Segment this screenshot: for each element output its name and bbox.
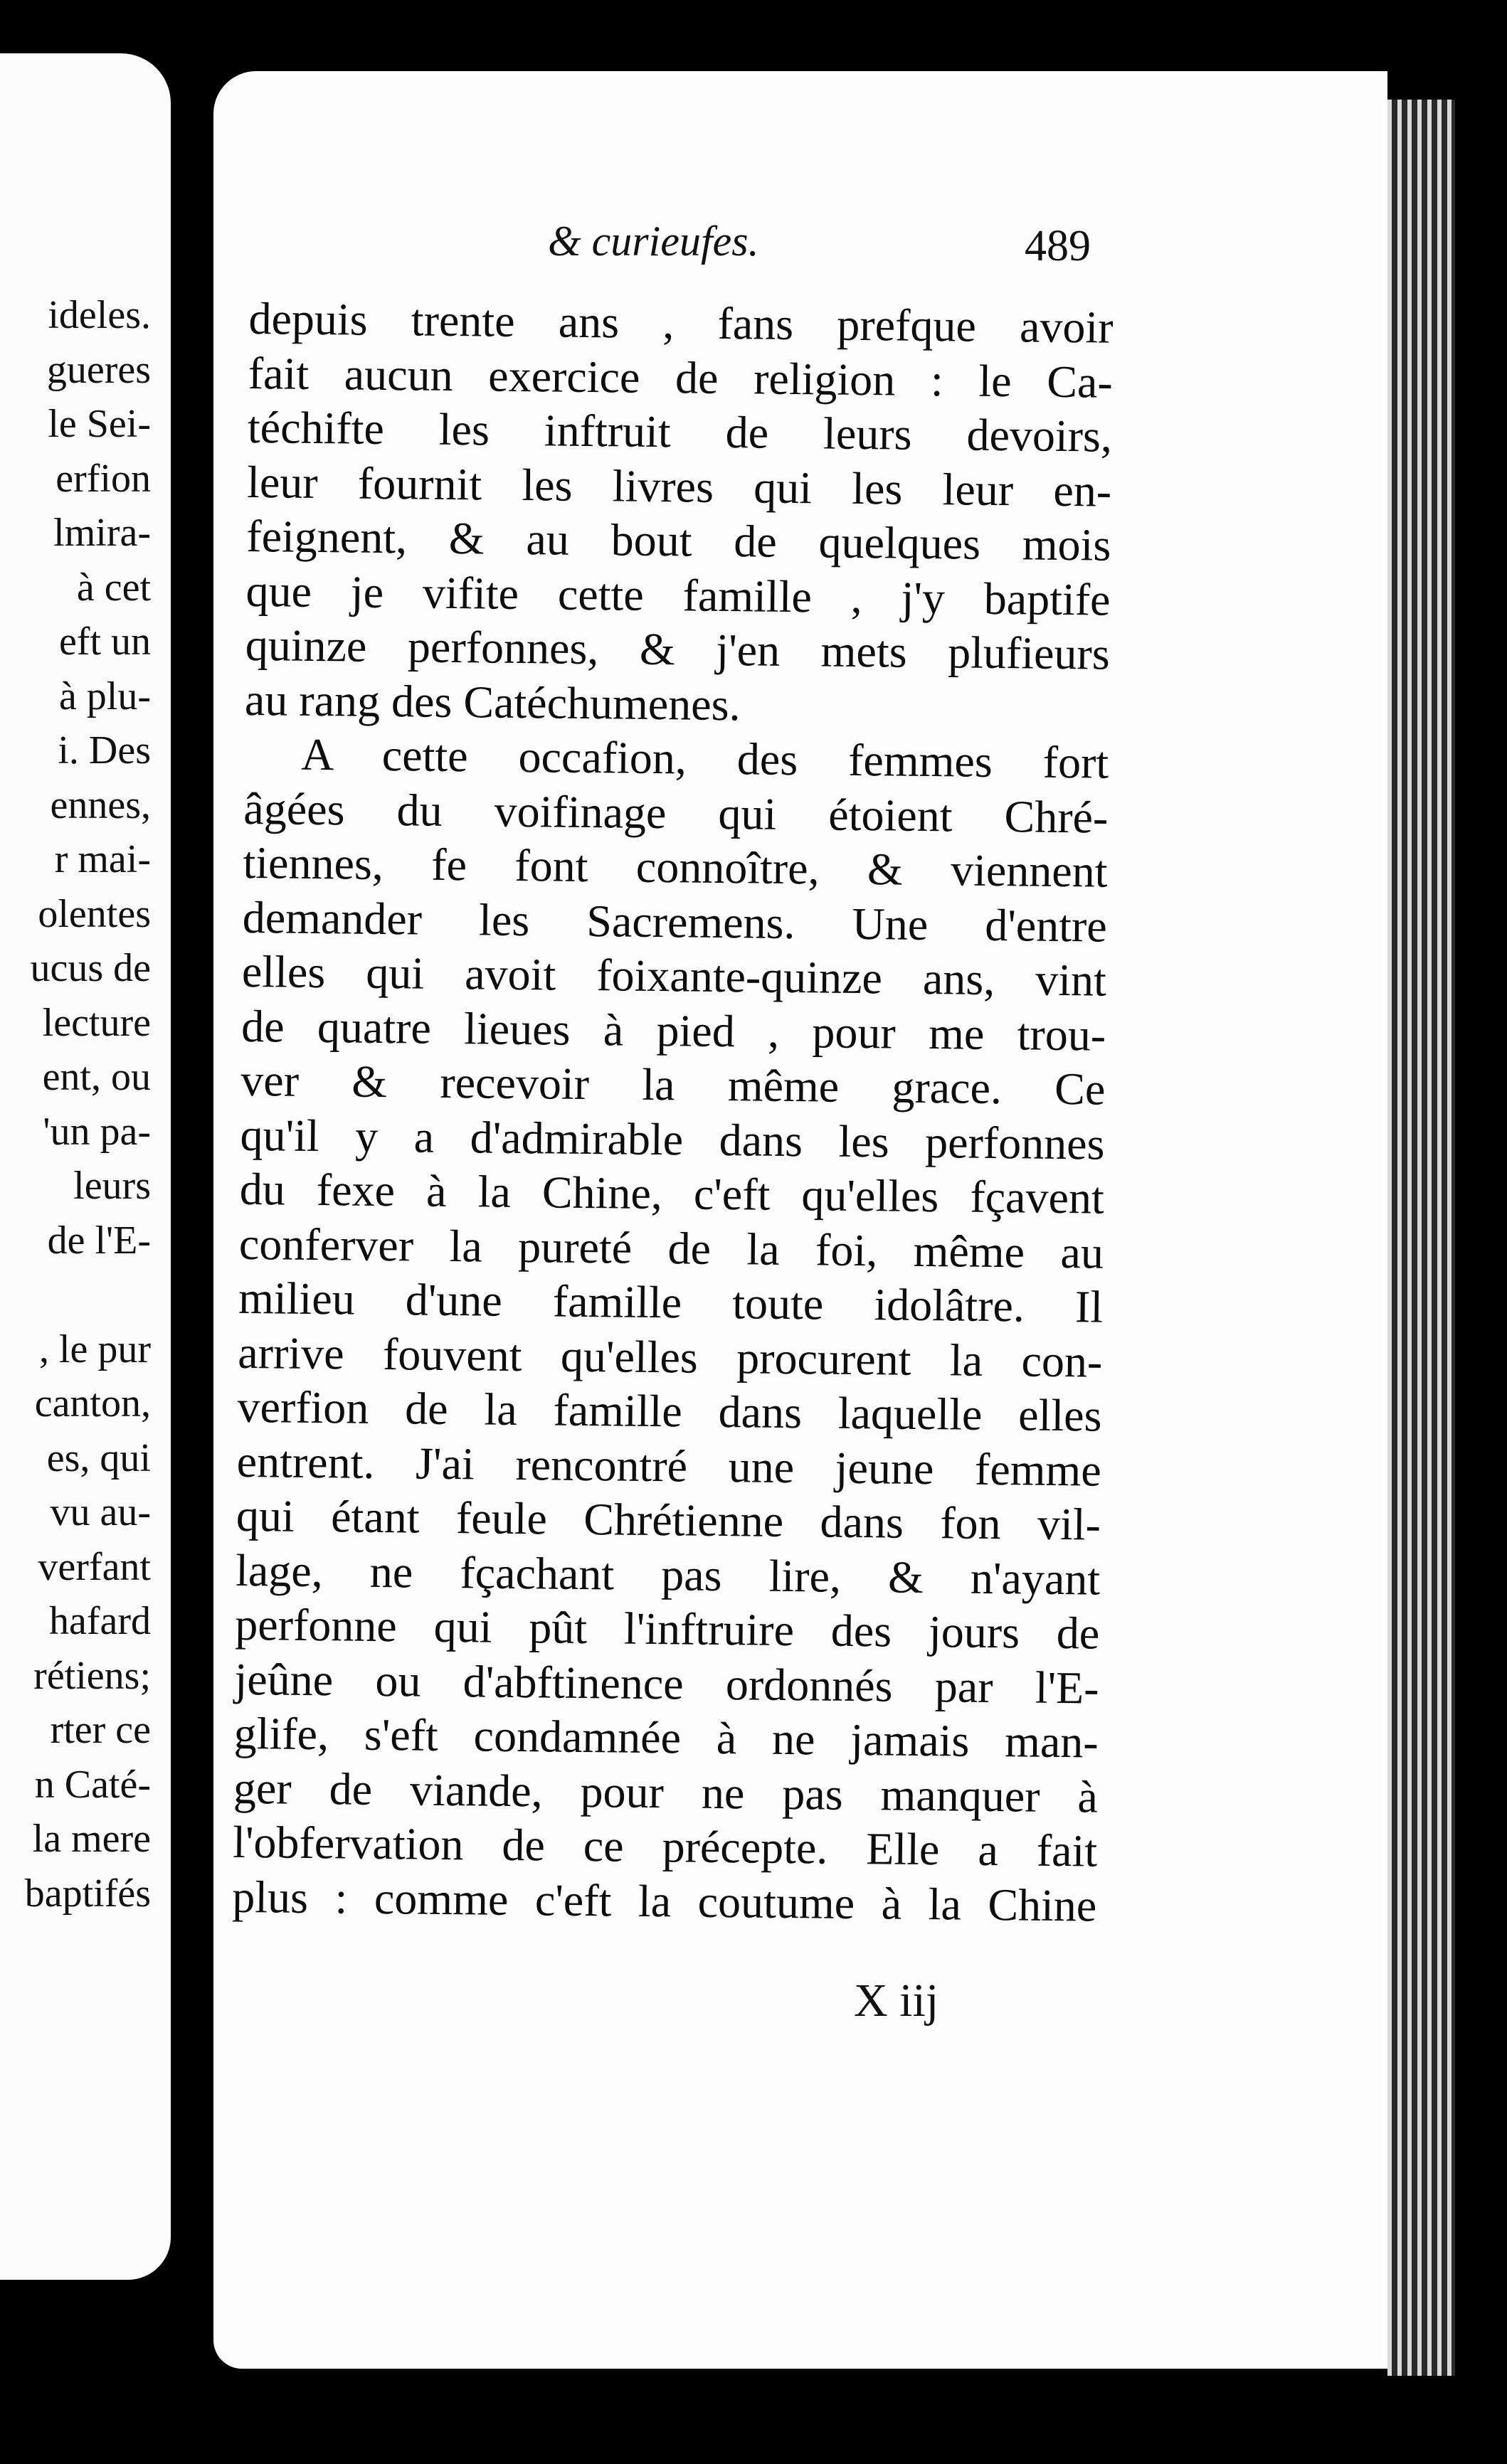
left-line: la mere: [32, 1817, 151, 1861]
left-line: ennes,: [50, 782, 151, 827]
left-line: canton,: [34, 1381, 151, 1425]
text-line: l'obfervation de ce précepte. Elle a fait: [232, 1816, 1098, 1876]
text-line: téchifte les inftruit de leurs devoirs,: [247, 401, 1113, 462]
text-line: jeûne ou d'abftinence ordonnés par l'E-: [234, 1653, 1099, 1714]
left-line: ideles.: [48, 293, 151, 337]
text-line: lage, ne fçachant pas lire, & n'ayant: [235, 1544, 1101, 1605]
text-line: âgées du voifinage qui étoient Chré-: [243, 782, 1109, 843]
left-line: n Caté-: [34, 1762, 151, 1807]
text-line: feignent, & au bout de quelques mois: [246, 510, 1111, 570]
left-line: r mai-: [54, 837, 151, 881]
left-line-gap: [25, 1268, 151, 1322]
left-line: à cet: [76, 565, 151, 610]
body-text: [232, 292, 1114, 1933]
left-line: ent, ou: [42, 1055, 151, 1099]
text-line: verfion de la famille dans laquelle elles: [237, 1381, 1102, 1441]
text-line: au rang des Catéchumenes.: [244, 674, 741, 730]
text-line: glife, s'eft condamnée à ne jamais man-: [233, 1707, 1099, 1768]
left-line: vu au-: [50, 1490, 151, 1534]
text-line: entrent. J'ai rencontré une jeune femme: [236, 1435, 1102, 1496]
left-line: 'un pa-: [43, 1109, 151, 1154]
left-line: ucus de: [30, 946, 151, 990]
left-line: hafard: [48, 1599, 151, 1643]
running-title: & curieufes.: [548, 218, 759, 265]
text-line: tiennes, fe font connoître, & viennent: [243, 837, 1108, 897]
left-line: erfion: [55, 456, 151, 501]
left-line: de l'E-: [47, 1218, 151, 1263]
text-line: conferver la pureté de la foi, même au: [238, 1218, 1104, 1278]
page-header: [213, 181, 1352, 274]
text-line: ger de viande, pour ne pas manquer à: [233, 1762, 1099, 1822]
left-line: lmira-: [53, 511, 151, 555]
left-line: lecture: [42, 1000, 151, 1045]
text-line: que je vifite cette famille , j'y baptife: [245, 565, 1111, 625]
text-line: fait aucun exercice de religion : le Ca-: [248, 347, 1114, 408]
text-line: quinze perfonnes, & j'en mets plufieurs: [245, 619, 1111, 679]
text-line: elles qui avoit foixante-quinze ans, vint: [241, 945, 1107, 1006]
text-line: demander les Sacremens. Une d'entre: [242, 891, 1108, 952]
left-line: es, qui: [46, 1435, 151, 1480]
text-line: qu'il y a d'admirable dans les perfonnes: [240, 1109, 1105, 1169]
left-line: eft un: [58, 620, 151, 664]
text-line: milieu d'une famille toute idolâtre. Il: [238, 1272, 1104, 1332]
left-line: rétiens;: [33, 1653, 151, 1698]
left-line: i. Des: [58, 728, 151, 772]
text-line: perfonne qui pût l'inftruire des jours de: [235, 1598, 1100, 1659]
text-line: qui étant feule Chrétienne dans fon vil-: [236, 1489, 1101, 1550]
left-line: le Sei-: [48, 402, 151, 446]
text-line: A cette occafion, des femmes fort: [300, 728, 1109, 788]
text-line: de quatre lieues à pied , pour me trou-: [240, 1000, 1106, 1061]
text-line: plus : comme c'eft la coutume à la Chine: [232, 1871, 1097, 1931]
text-line: leur fournit les livres qui les leur en-: [246, 456, 1112, 516]
text-line: du fexe à la Chine, c'eft qu'elles fçavent: [239, 1163, 1105, 1223]
signature-mark: X iij: [854, 1975, 939, 2027]
text-line: ver & recevoir la même grace. Ce: [240, 1054, 1106, 1115]
text-line: depuis trente ans , fans prefque avoir: [248, 292, 1114, 353]
left-page-text: [25, 288, 151, 1921]
left-line: olentes: [38, 891, 151, 936]
text-line: arrive fouvent qu'elles procurent la con-: [238, 1327, 1103, 1387]
left-line: verfant: [38, 1544, 151, 1589]
left-line: leurs: [73, 1164, 151, 1208]
left-line: rter ce: [50, 1708, 151, 1752]
left-line: baptifés: [24, 1871, 151, 1916]
page-number: 489: [1025, 222, 1091, 270]
page-edges: [1387, 100, 1455, 2376]
left-line: , le pur: [38, 1327, 151, 1371]
left-line: gueres: [46, 347, 151, 392]
left-line: à plu-: [58, 674, 151, 718]
left-page: [0, 53, 171, 2280]
